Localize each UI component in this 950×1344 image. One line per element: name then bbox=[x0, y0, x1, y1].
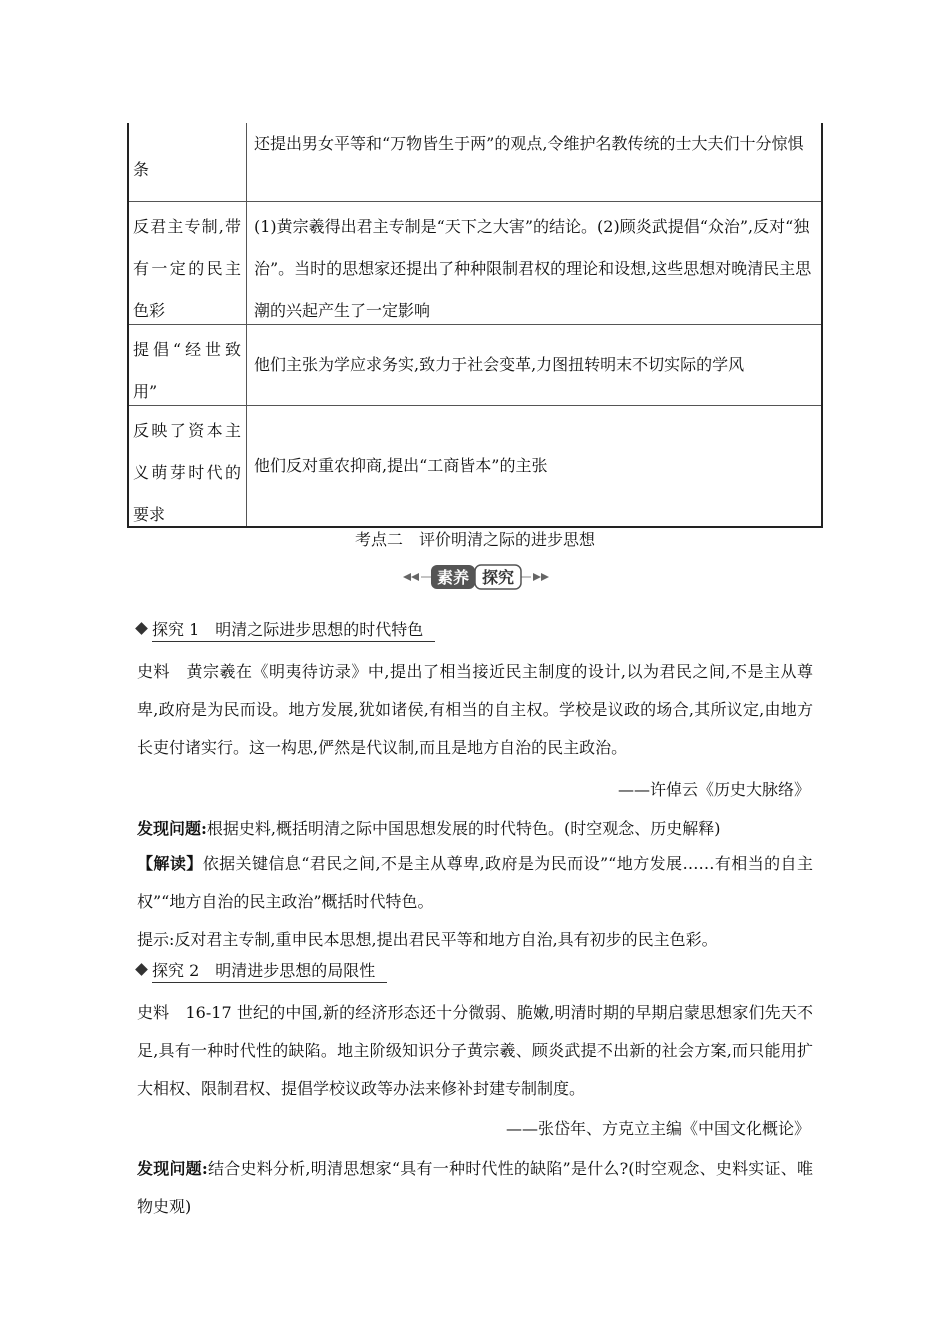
table-row bbox=[129, 324, 821, 405]
question-label: 发现问题: bbox=[137, 819, 207, 838]
literacy-explore-banner bbox=[401, 562, 551, 592]
feature-line: 提倡“经世致 bbox=[133, 340, 241, 359]
section-title: 考点二 评价明清之际的进步思想 bbox=[354, 530, 595, 549]
explore2-source: ——张岱年、方克立主编《中国文化概论》 bbox=[505, 1119, 810, 1138]
feature-cell bbox=[129, 406, 247, 526]
feature-line: 有一定的民主 bbox=[133, 259, 241, 278]
explore1-interpretation bbox=[137, 845, 813, 921]
feature-line: 用” bbox=[133, 382, 158, 401]
content-cell bbox=[247, 325, 821, 405]
explore1-material: 史料 黄宗羲在《明夷待访录》中,提出了相当接近民主制度的设计,以为君民之间,不是主从尊卑,政府是为民而设。地方发展,犹如诸侯,有相当的自主权。学校是议政的场合,其所议定,由地方长吏付诸实行。这一构思,俨然是代议制,而且是地方自治的民主政治。 bbox=[137, 662, 813, 757]
explore1-heading-text: 探究 1 明清之际进步思想的时代特色 bbox=[152, 620, 435, 642]
left-arrow-icon bbox=[403, 573, 411, 581]
content-text: 还提出男女平等和“万物皆生于两”的观点,令维护名教传统的士大夫们十分惊惧 bbox=[254, 134, 804, 153]
feature-line: 反君主专制,带 bbox=[133, 217, 241, 236]
feature-line: 要求 bbox=[133, 505, 166, 524]
interpret-text: 依据关键信息“君民之间,不是主从尊卑,政府是为民而设”“地方发展……有相当的自主权”“地方自治的民主政治”概括时代特色。 bbox=[137, 854, 813, 911]
banner-left-text: 素养 bbox=[436, 568, 470, 587]
explore2-material: 史料 16-17 世纪的中国,新的经济形态还十分微弱、脆嫩,明清时期的早期启蒙思想家们先天不足,具有一种时代性的缺陷。地主阶级知识分子黄宗羲、顾炎武提不出新的社会方案,而只能用扩大相权、限制君权、提倡学校议政等办法来修补封建专制制度。 bbox=[137, 1003, 813, 1098]
thought-features-table bbox=[127, 123, 823, 528]
question-text: 根据史料,概括明清之际中国思想发展的时代特色。(时空观念、历史解释) bbox=[206, 819, 721, 838]
explore2-heading bbox=[137, 958, 387, 981]
feature-line: 义萌芽时代的 bbox=[133, 463, 241, 482]
feature-cell bbox=[129, 202, 247, 324]
content-text: (1)黄宗羲得出君主专制是“天下之大害”的结论。(2)顾炎武提倡“众治”,反对“独治”。当时的思想家还提出了种种限制君权的理论和设想,这些思想对晚清民主思潮的兴起产生了一定影响 bbox=[254, 217, 812, 320]
table-row bbox=[129, 123, 821, 201]
content-cell bbox=[247, 202, 821, 324]
interpret-label: 【解读】 bbox=[137, 854, 203, 873]
diamond-bullet-icon bbox=[135, 622, 148, 635]
explore2-question bbox=[137, 1150, 813, 1226]
feature-line: 条 bbox=[133, 160, 150, 179]
table-row bbox=[129, 405, 821, 526]
feature-line: 反映了资本主 bbox=[133, 421, 241, 440]
explore1-source: ——许倬云《历史大脉络》 bbox=[617, 780, 810, 799]
feature-cell bbox=[129, 325, 247, 405]
content-cell bbox=[247, 123, 821, 201]
explore2-heading-text: 探究 2 明清进步思想的局限性 bbox=[152, 961, 387, 983]
question-label: 发现问题: bbox=[137, 1159, 208, 1178]
banner-right-text: 探究 bbox=[481, 568, 515, 587]
diamond-bullet-icon bbox=[135, 963, 148, 976]
content-text: 他们反对重农抑商,提出“工商皆本”的主张 bbox=[254, 456, 548, 475]
explore1-hint: 提示:反对君主专制,重申民本思想,提出君民平等和地方自治,具有初步的民主色彩。 bbox=[137, 930, 718, 949]
question-text: 结合史料分析,明清思想家“具有一种时代性的缺陷”是什么?(时空观念、史料实证、唯物史观) bbox=[137, 1159, 813, 1216]
explore1-question bbox=[137, 810, 813, 848]
feature-line: 色彩 bbox=[133, 301, 166, 320]
right-arrow-icon bbox=[533, 573, 541, 581]
content-text: 他们主张为学应求务实,致力于社会变革,力图扭转明末不切实际的学风 bbox=[254, 355, 745, 374]
explore1-heading bbox=[137, 617, 435, 640]
table-row bbox=[129, 201, 821, 324]
content-cell bbox=[247, 406, 821, 526]
right-arrow-icon bbox=[541, 573, 549, 581]
feature-cell bbox=[129, 123, 247, 201]
left-arrow-icon bbox=[411, 573, 419, 581]
